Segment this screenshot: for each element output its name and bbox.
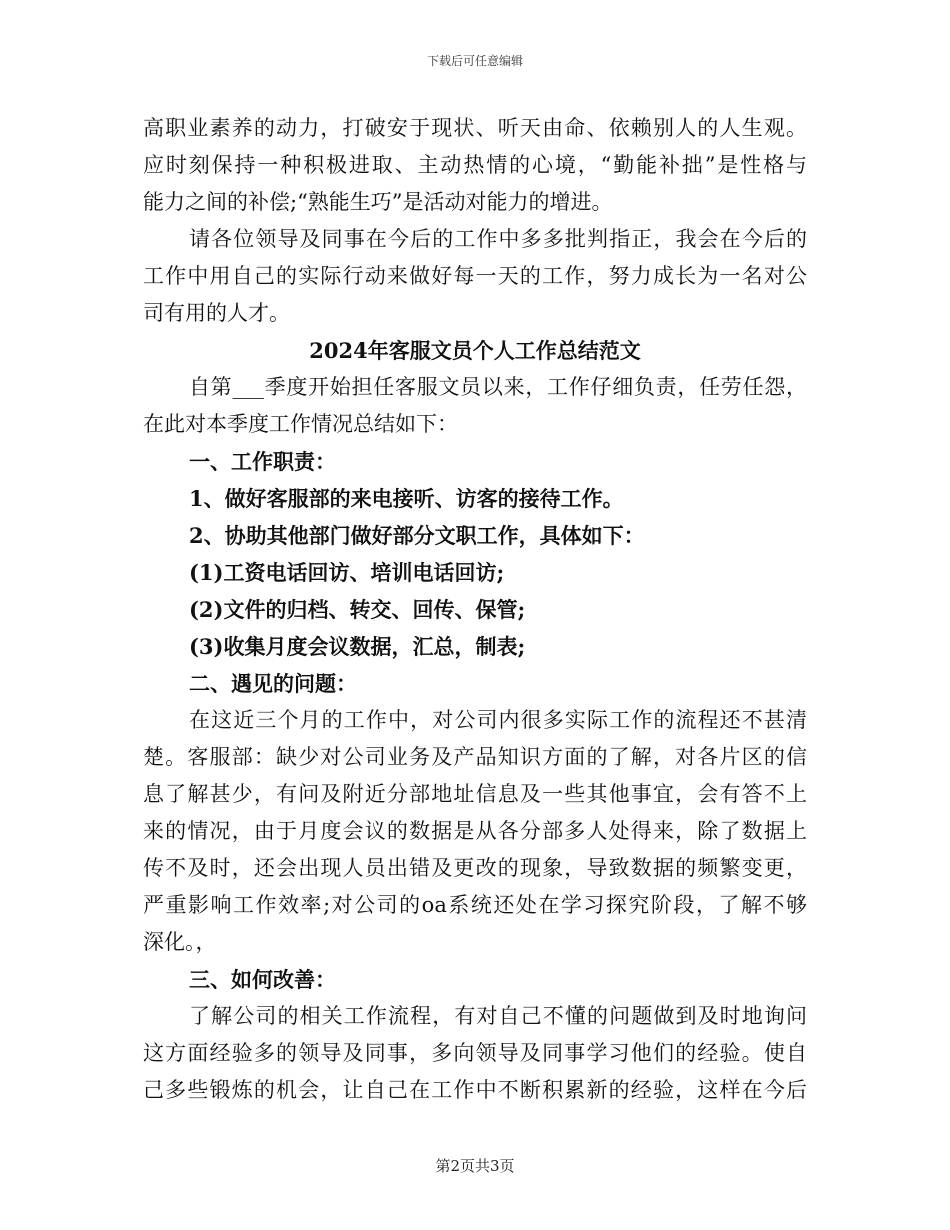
page-number: 第2页共3页 xyxy=(435,1157,515,1175)
heading-line: (1)工资电话回访、培训电话回访; xyxy=(189,560,505,585)
text-line: 司有用的人才。 xyxy=(143,301,290,325)
page-header: 下载后可任意编辑 xyxy=(426,54,523,68)
text-line: 息了解甚少，有问及附近分部地址信息及一些其他事宜，会有答不上 xyxy=(143,782,807,806)
text-line: 楚。客服部：缺少对公司业务及产品知识方面的了解，对各片区的信 xyxy=(143,745,807,769)
text-line: 自第___季度开始担任客服文员以来，工作仔细负责，任劳任怨， xyxy=(189,375,807,399)
text-line: 传不及时，还会出现人员出错及更改的现象，导致数据的频繁变更， xyxy=(143,856,807,880)
heading-line: (3)收集月度会议数据，汇总，制表; xyxy=(189,634,526,659)
text-line: 深化。， xyxy=(143,930,217,954)
heading-line: (2)文件的归档、转交、回传、保管; xyxy=(189,597,526,622)
heading-line: 2、协助其他部门做好部分文职工作，具体如下： xyxy=(189,523,645,548)
text-line: 请各位领导及同事在今后的工作中多多批判指正，我会在今后的 xyxy=(189,227,807,251)
text-line: 来的情况，由于月度会议的数据是从各分部多人处得来，除了数据上 xyxy=(143,819,807,843)
heading-line: 一、工作职责： xyxy=(189,449,336,474)
text-line: 己多些锻炼的机会，让自己在工作中不断积累新的经验，这样在今后 xyxy=(143,1078,807,1102)
text-line: 能力之间的补偿;“熟能生巧”是活动对能力的增进。 xyxy=(143,190,613,214)
document-body xyxy=(143,110,807,1109)
section-title: 2024年客服文员个人工作总结范文 xyxy=(309,338,641,363)
text-line: 了解公司的相关工作流程，有对自己不懂的问题做到及时地询问 xyxy=(189,1004,807,1028)
text-line: 在此对本季度工作情况总结如下： xyxy=(143,412,458,436)
text-line: 工作中用自己的实际行动来做好每一天的工作，努力成长为一名对公 xyxy=(143,264,807,288)
text-line: 严重影响工作效率;对公司的oa系统还处在学习探究阶段，了解不够 xyxy=(143,893,807,917)
heading-line: 二、遇见的问题： xyxy=(189,671,357,696)
text-line: 这方面经验多的领导及同事，多向领导及同事学习他们的经验。使自 xyxy=(143,1041,807,1065)
text-line: 应时刻保持一种积极进取、主动热情的心境，“勤能补拙”是性格与 xyxy=(143,153,807,177)
text-line: 在这近三个月的工作中，对公司内很多实际工作的流程还不甚清 xyxy=(189,708,807,732)
heading-line: 三、如何改善： xyxy=(189,967,336,992)
text-line: 高职业素养的动力，打破安于现状、听天由命、依赖别人的人生观。 xyxy=(143,116,807,140)
heading-line: 1、做好客服部的来电接听、访客的接待工作。 xyxy=(189,486,624,511)
